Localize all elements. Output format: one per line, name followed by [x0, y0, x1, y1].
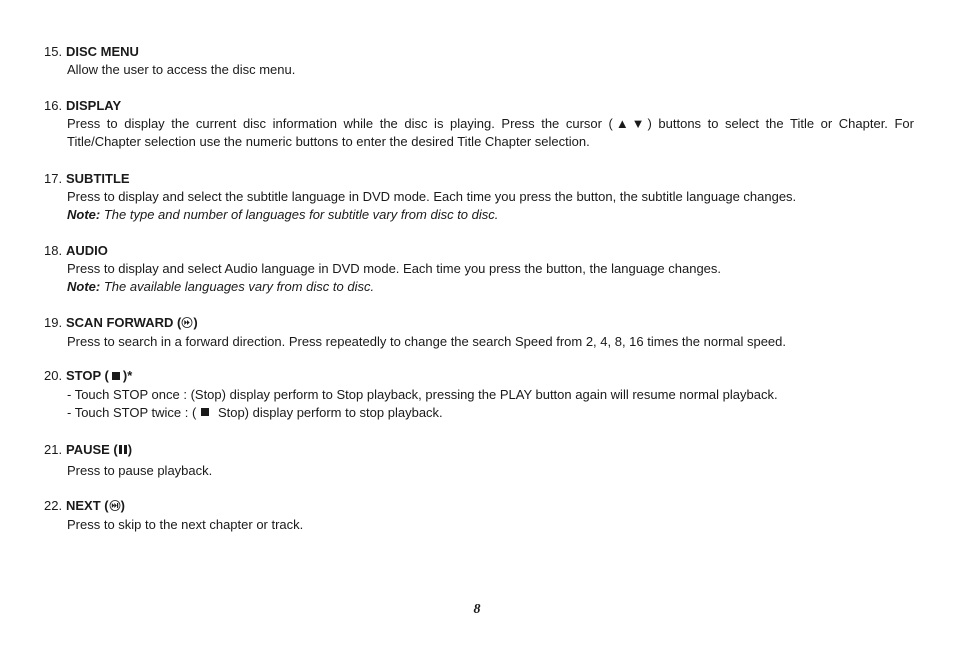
item-number: 17.: [44, 171, 63, 186]
description-part: ) buttons to select the Title or Chapter. For Title/Chapter selection use the numeric buttons to enter the desired Title Chapter selection.: [67, 116, 914, 149]
item-number: 22.: [44, 498, 63, 513]
note-label: Note:: [67, 207, 101, 222]
item-display: [44, 97, 914, 151]
item-number: 18.: [44, 243, 63, 258]
item-description: Press to display and select the subtitle language in DVD mode. Each time you press the button, the subtitle language changes.: [67, 189, 797, 204]
note-text: The available languages vary from disc to disc.: [103, 279, 375, 294]
item-audio: [44, 242, 914, 296]
item-description: Press to search in a forward direction. Press repeatedly to change the search Speed from 2, 4, 8, 16 times the normal speed.: [67, 333, 786, 349]
item-pause: [44, 441, 914, 480]
item-note: [67, 206, 914, 224]
fast-forward-icon: [181, 315, 193, 333]
item-scan-forward: [44, 314, 914, 351]
note-label: Note:: [67, 279, 101, 294]
item-title: SCAN FORWARD (: [66, 315, 182, 330]
stop-twice-line: [67, 404, 914, 423]
cursor-arrows-icon: ▲▼: [612, 116, 648, 131]
description-part: Press to display the current disc information while the disc is playing. Press the cursor (: [67, 116, 613, 131]
item-title: DISPLAY: [66, 98, 122, 113]
item-next: [44, 497, 914, 534]
item-title: SUBTITLE: [66, 171, 130, 186]
skip-next-icon: [109, 498, 121, 516]
item-description: [67, 115, 914, 151]
stop-icon: [111, 368, 121, 386]
item-title-end: ): [193, 315, 198, 330]
item-disc-menu: [44, 43, 914, 79]
note-text: The type and number of languages for subtitle vary from disc to disc.: [103, 207, 499, 222]
item-title-end: ): [127, 442, 133, 457]
item-note: [67, 278, 914, 296]
page-number: 8: [473, 602, 481, 617]
item-number: 21.: [44, 442, 63, 457]
item-number: 15.: [44, 44, 63, 59]
item-description: Press to pause playback.: [67, 462, 213, 478]
item-title: STOP (: [66, 368, 109, 383]
description-part: Stop) display perform to stop playback.: [214, 404, 443, 420]
item-title: AUDIO: [66, 243, 108, 258]
item-description: Press to display and select Audio language in DVD mode. Each time you press the button, the language changes.: [67, 261, 722, 276]
item-title-end: ): [120, 498, 125, 513]
item-title: PAUSE (: [66, 442, 118, 457]
item-stop: [44, 367, 914, 422]
item-number: 16.: [44, 98, 63, 113]
item-number: 19.: [44, 315, 63, 330]
item-description: Allow the user to access the disc menu.: [67, 62, 296, 77]
stop-once-line: - Touch STOP once : (Stop) display perform to Stop playback, pressing the PLAY button again will resume normal playback.: [67, 386, 778, 402]
item-title: NEXT (: [66, 498, 109, 513]
item-description: Press to skip to the next chapter or track.: [67, 516, 304, 532]
item-title: DISC MENU: [66, 44, 139, 59]
description-part: - Touch STOP twice : (: [67, 404, 197, 420]
item-subtitle: [44, 170, 914, 224]
pause-icon: [118, 442, 128, 460]
stop-icon: [200, 404, 210, 422]
item-number: 20.: [44, 368, 63, 383]
item-title-end: )*: [122, 368, 133, 383]
